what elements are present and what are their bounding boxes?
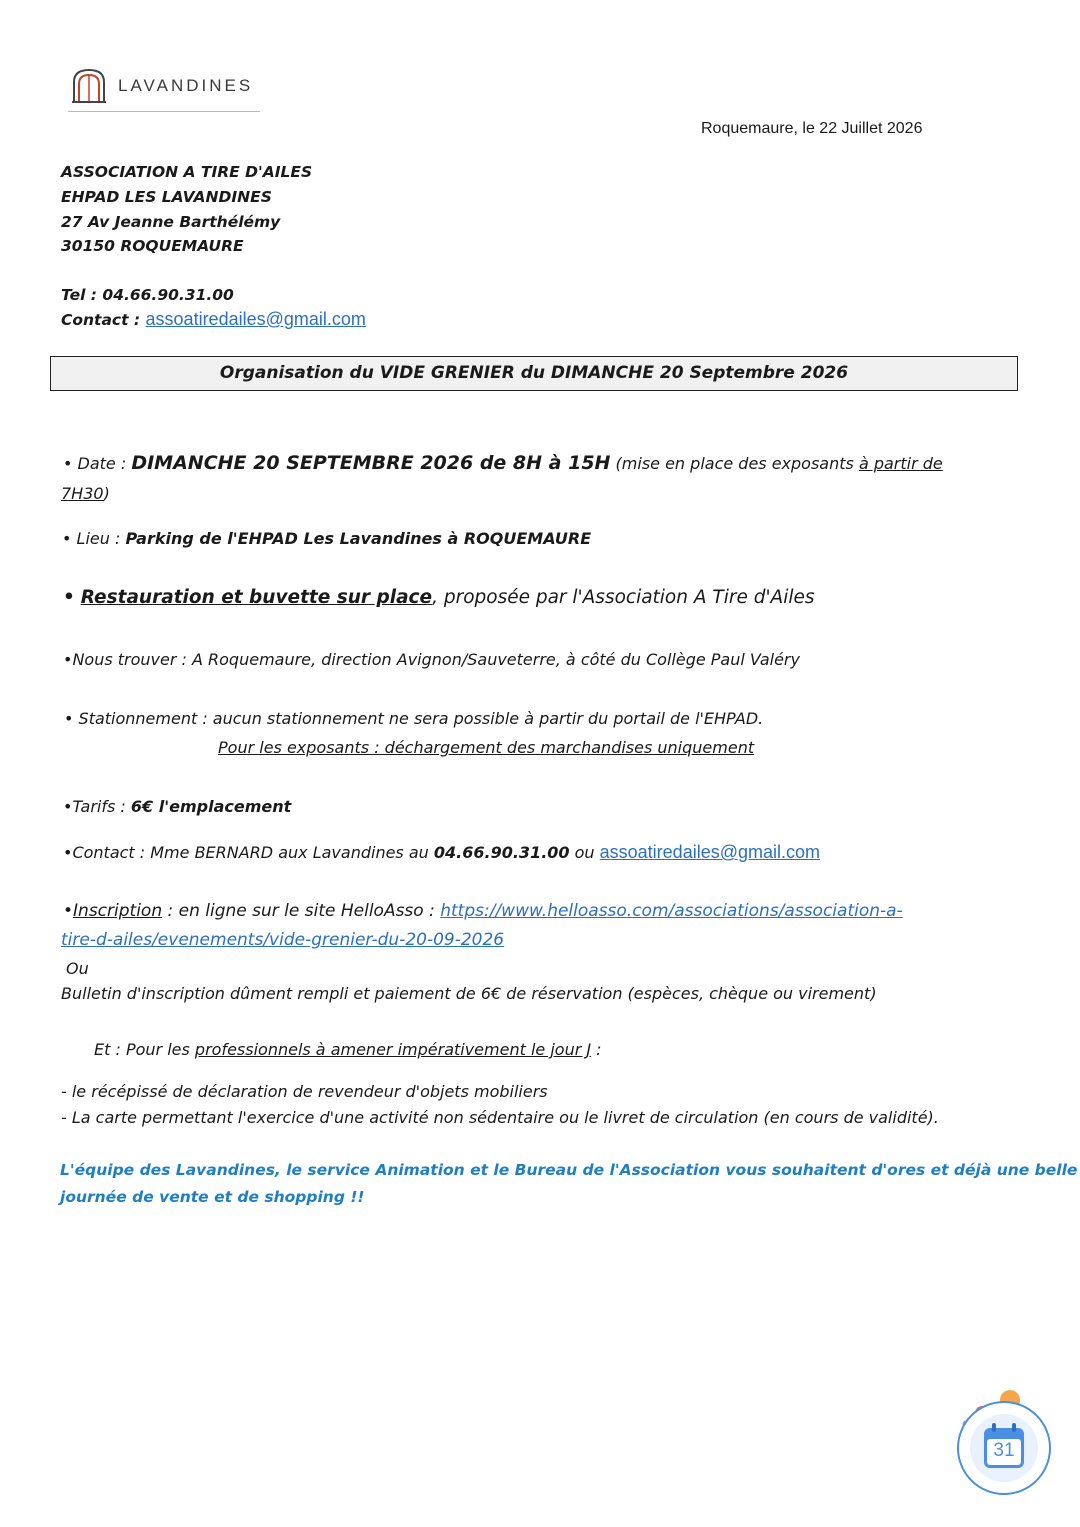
place-date: Roquemaure, le 22 Juillet 2026 (701, 120, 923, 137)
stationnement-text: Stationnement : aucun stationnement ne sera possible à partir du portail de l'EHPAD. (78, 709, 764, 728)
trouver-text: Nous trouver : A Roquemaure, direction Avignon/Sauveterre, à côté du Collège Paul Valéry (72, 650, 800, 669)
bullet: • (64, 709, 74, 728)
pro-line (94, 1040, 602, 1059)
tarifs-line (63, 797, 291, 816)
lieu-label: Lieu : (76, 529, 121, 548)
pro-a: Et : Pour les (94, 1040, 195, 1059)
contact-label: Contact : (61, 311, 141, 329)
contact-or: ou (569, 843, 600, 862)
contact-phone: 04.66.90.31.00 (433, 843, 570, 862)
pro-c: : (591, 1040, 602, 1059)
inscription-line (63, 901, 903, 921)
lieu-value: Parking de l'EHPAD Les Lavandines à ROQUEMAURE (125, 529, 592, 548)
contact-info-email-link[interactable]: assoatiredailes@gmail.com (599, 842, 820, 862)
calendar-badge[interactable] (954, 1390, 1054, 1500)
date-note-d: ) (103, 484, 110, 503)
inscription-text: : en ligne sur le site HelloAsso : (162, 901, 441, 921)
bullet: • (63, 843, 73, 862)
bullet: • (63, 587, 75, 608)
address-line-1: ASSOCIATION A TIRE D'AILES (61, 163, 313, 181)
inscription-line-2 (61, 930, 504, 950)
closing-line-1: L'équipe des Lavandines, le service Animation et le Bureau de l'Association vous souhaitent d'ores et déjà une belle (60, 1161, 1078, 1179)
date-note-c: 7H30 (61, 484, 104, 503)
bullet: • (63, 454, 73, 473)
logo-name: LAVANDINES (118, 76, 254, 95)
bullet: • (63, 650, 73, 669)
contact-info-line (63, 842, 820, 863)
ou-line: Ou (66, 959, 89, 978)
title-box (50, 356, 1018, 391)
trouver-line (63, 650, 800, 669)
bullet: • (62, 529, 72, 548)
stationnement-line (64, 709, 763, 728)
arch-logo-icon (70, 66, 108, 104)
logo-divider (68, 111, 260, 112)
calendar-number: 31 (993, 1440, 1015, 1461)
resto-rest: , proposée par l'Association A Tire d'Ailes (432, 587, 815, 608)
resto-line (63, 587, 815, 608)
bullet: • (63, 797, 73, 816)
date-line (63, 452, 943, 474)
lieu-line (62, 529, 591, 548)
date-note-a: (mise en place des exposants (615, 454, 859, 473)
address-line-4: 30150 ROQUEMAURE (61, 237, 244, 255)
closing-line-2: journée de vente et de shopping !! (60, 1188, 365, 1206)
date-value: DIMANCHE 20 SEPTEMBRE 2026 de 8H à 15H (131, 452, 611, 474)
tel-label: Tel : (61, 286, 97, 304)
date-note-b: à partir de (858, 454, 943, 473)
address-line-2: EHPAD LES LAVANDINES (61, 188, 272, 206)
tarifs-label: Tarifs : (72, 797, 131, 816)
bulletin-line: Bulletin d'inscription dûment rempli et paiement de 6€ de réservation (espèces, chèque ou virement) (61, 984, 877, 1003)
resto-value: Restauration et buvette sur place (80, 587, 433, 608)
date-line-2 (61, 484, 110, 503)
doc-line-1: - le récépissé de déclaration de revendeur d'objets mobiliers (61, 1082, 548, 1101)
tel-value: 04.66.90.31.00 (102, 286, 234, 304)
stationnement-note: Pour les exposants : déchargement des marchandises uniquement (218, 738, 755, 757)
doc-line-2: - La carte permettant l'exercice d'une activité non sédentaire ou le livret de circulation (en cours de validité). (61, 1108, 939, 1127)
pro-b: professionnels à amener impérativement le jour J (194, 1040, 592, 1059)
helloasso-link-part-2[interactable]: tire-d-ailes/evenements/vide-grenier-du-20-09-2026 (61, 930, 505, 950)
date-label: Date : (77, 454, 127, 473)
bullet: • (63, 901, 74, 921)
inscription-label: Inscription (73, 901, 163, 921)
address-line-3: 27 Av Jeanne Barthélémy (61, 213, 281, 231)
page-title: Organisation du VIDE GRENIER du DIMANCHE 20 Septembre 2026 (219, 363, 849, 383)
tel-line (61, 286, 234, 304)
helloasso-link-part-1[interactable]: https://www.helloasso.com/associations/association-a- (440, 901, 903, 921)
contact-info-label: Contact : Mme BERNARD aux Lavandines au (72, 843, 434, 862)
contact-email-link[interactable]: assoatiredailes@gmail.com (145, 309, 366, 329)
tarifs-value: 6€ l'emplacement (130, 797, 292, 816)
contact-line (61, 309, 366, 330)
